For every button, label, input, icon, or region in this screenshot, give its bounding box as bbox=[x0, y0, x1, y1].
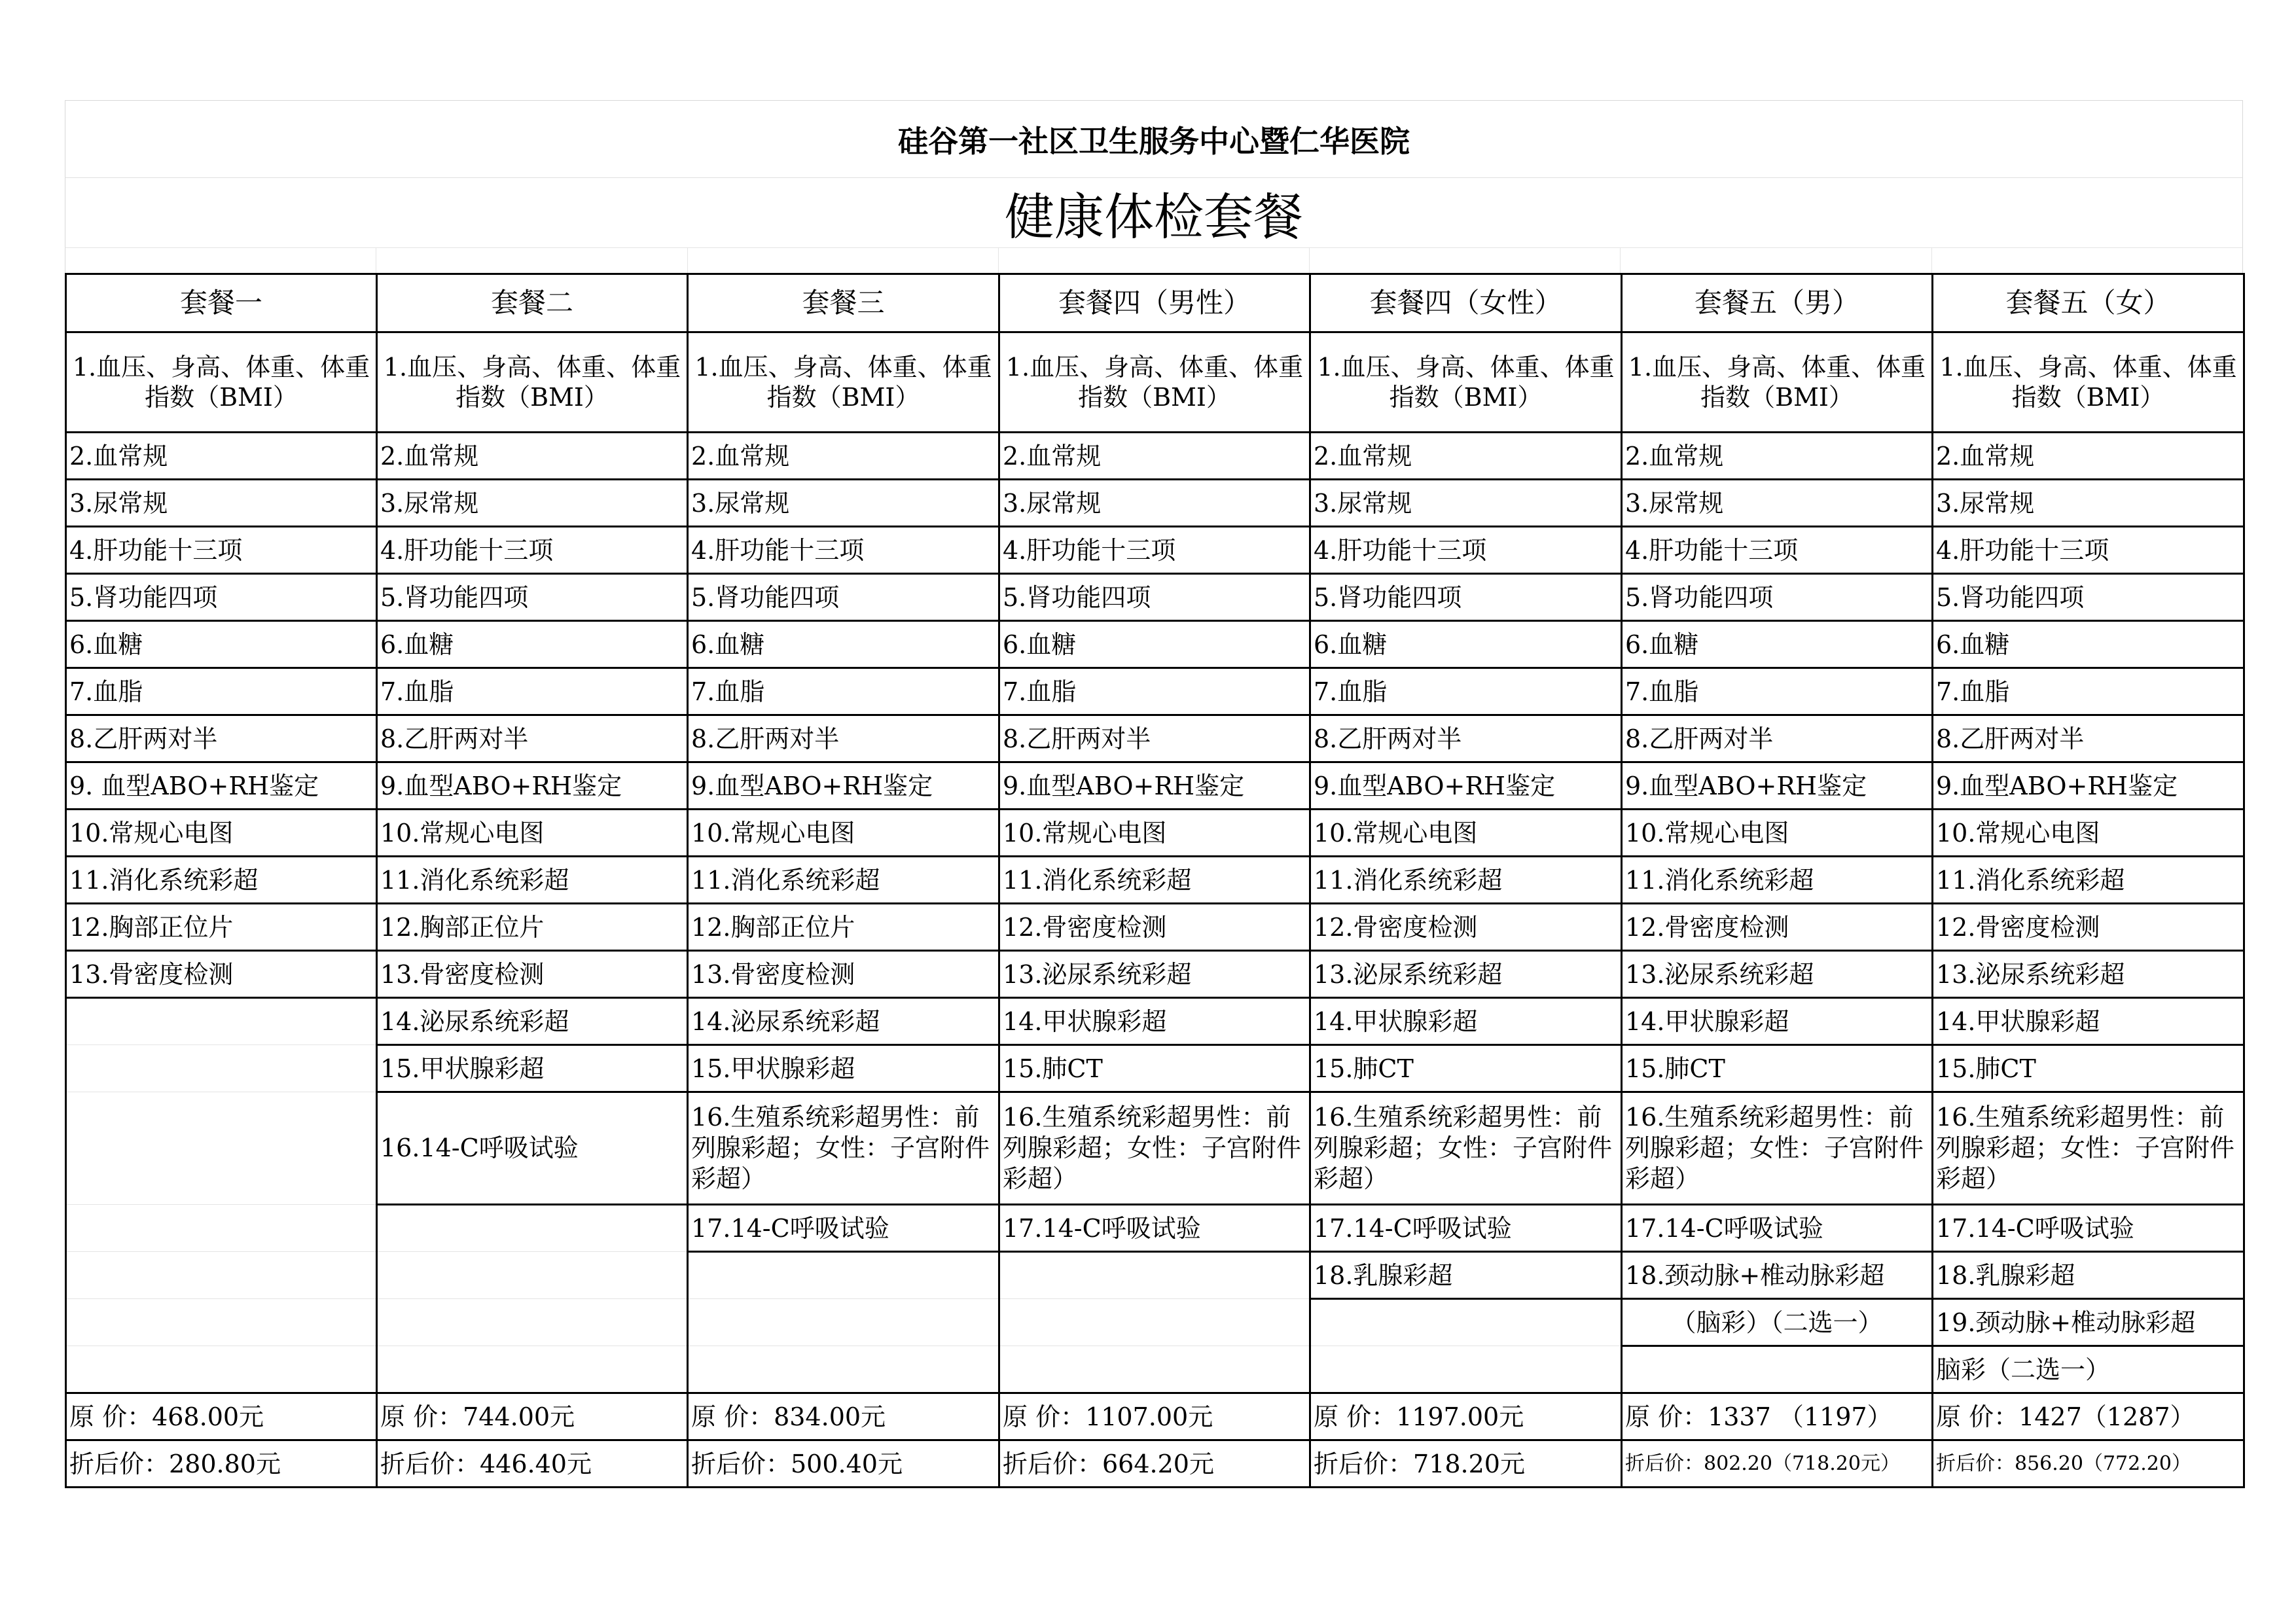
item-cell: 17.14-C呼吸试验 bbox=[1933, 1205, 2244, 1252]
item-cell: 5.肾功能四项 bbox=[377, 574, 688, 621]
item-cell: 6.血糖 bbox=[66, 621, 377, 668]
empty-cell bbox=[66, 1252, 377, 1299]
package-header: 套餐一 bbox=[66, 274, 377, 332]
table-row bbox=[66, 1045, 2244, 1092]
table-row bbox=[66, 904, 2244, 951]
item-cell: 3.尿常规 bbox=[66, 480, 377, 527]
table-row bbox=[66, 762, 2244, 810]
empty-cell bbox=[999, 1252, 1310, 1299]
item-cell: 12.骨密度检测 bbox=[1622, 904, 1933, 951]
item-cell: 12.胸部正位片 bbox=[688, 904, 999, 951]
package-header: 套餐五（男） bbox=[1622, 274, 1933, 332]
item-cell: 2.血常规 bbox=[999, 433, 1310, 480]
package-header: 套餐四（女性） bbox=[1310, 274, 1622, 332]
item-cell: 9.血型ABO+RH鉴定 bbox=[999, 762, 1310, 810]
empty-cell bbox=[66, 1205, 377, 1252]
package-header: 套餐四（男性） bbox=[999, 274, 1310, 332]
item-cell: 6.血糖 bbox=[688, 621, 999, 668]
item-cell: 13.泌尿系统彩超 bbox=[1622, 951, 1933, 998]
item-cell: 1.血压、身高、体重、体重指数（BMI） bbox=[377, 332, 688, 433]
item-cell: 5.肾功能四项 bbox=[1933, 574, 2244, 621]
table-row bbox=[66, 1299, 2244, 1346]
item-cell: 7.血脂 bbox=[999, 668, 1310, 715]
item-cell: 2.血常规 bbox=[1310, 433, 1622, 480]
item-cell: 9.血型ABO+RH鉴定 bbox=[1622, 762, 1933, 810]
item-cell: 8.乙肝两对半 bbox=[377, 715, 688, 762]
table-row bbox=[66, 951, 2244, 998]
empty-cell bbox=[377, 1205, 688, 1252]
item-cell: 15.肺CT bbox=[1933, 1045, 2244, 1092]
item-cell: 11.消化系统彩超 bbox=[688, 857, 999, 904]
discount-price: 折后价：856.20（772.20） bbox=[1933, 1440, 2244, 1488]
item-cell: 4.肝功能十三项 bbox=[1933, 527, 2244, 574]
item-cell: 17.14-C呼吸试验 bbox=[688, 1205, 999, 1252]
discount-price-row bbox=[66, 1440, 2244, 1488]
item-cell: 1.血压、身高、体重、体重指数（BMI） bbox=[688, 332, 999, 433]
table-row bbox=[66, 715, 2244, 762]
original-price: 原 价：834.00元 bbox=[688, 1393, 999, 1440]
item-cell: 15.肺CT bbox=[1622, 1045, 1933, 1092]
item-cell: 9.血型ABO+RH鉴定 bbox=[1933, 762, 2244, 810]
item-cell: 3.尿常规 bbox=[688, 480, 999, 527]
item-cell: 16.14-C呼吸试验 bbox=[377, 1092, 688, 1205]
item-cell: 14.甲状腺彩超 bbox=[1622, 998, 1933, 1045]
table-row bbox=[66, 857, 2244, 904]
item-cell: 1.血压、身高、体重、体重指数（BMI） bbox=[1310, 332, 1622, 433]
item-cell: 2.血常规 bbox=[688, 433, 999, 480]
empty-cell bbox=[688, 1346, 999, 1393]
empty-cell bbox=[377, 1346, 688, 1393]
item-cell: 12.骨密度检测 bbox=[1933, 904, 2244, 951]
item-cell: 13.泌尿系统彩超 bbox=[1933, 951, 2244, 998]
item-cell: 4.肝功能十三项 bbox=[377, 527, 688, 574]
item-cell: 7.血脂 bbox=[1622, 668, 1933, 715]
item-cell: 16.生殖系统彩超男性：前列腺彩超；女性：子宫附件彩超） bbox=[999, 1092, 1310, 1205]
empty-cell bbox=[688, 1252, 999, 1299]
item-cell: 9.血型ABO+RH鉴定 bbox=[377, 762, 688, 810]
empty-cell bbox=[377, 1299, 688, 1346]
empty-cell bbox=[66, 1092, 377, 1205]
package-header: 套餐五（女） bbox=[1933, 274, 2244, 332]
item-cell: 14.泌尿系统彩超 bbox=[688, 998, 999, 1045]
table-row bbox=[66, 1205, 2244, 1252]
item-cell: 11.消化系统彩超 bbox=[1933, 857, 2244, 904]
item-cell: 6.血糖 bbox=[377, 621, 688, 668]
item-cell: 5.肾功能四项 bbox=[1622, 574, 1933, 621]
item-cell: 脑彩（二选一） bbox=[1933, 1346, 2244, 1393]
item-cell: 13.泌尿系统彩超 bbox=[999, 951, 1310, 998]
table-row bbox=[66, 810, 2244, 857]
item-cell: 9. 血型ABO+RH鉴定 bbox=[66, 762, 377, 810]
item-cell: 6.血糖 bbox=[999, 621, 1310, 668]
item-cell: 15.甲状腺彩超 bbox=[377, 1045, 688, 1092]
item-cell: 19.颈动脉+椎动脉彩超 bbox=[1933, 1299, 2244, 1346]
item-cell: 5.肾功能四项 bbox=[688, 574, 999, 621]
table-row bbox=[66, 527, 2244, 574]
item-cell: 2.血常规 bbox=[66, 433, 377, 480]
empty-cell bbox=[66, 1045, 377, 1092]
empty-cell bbox=[377, 1252, 688, 1299]
item-cell: 6.血糖 bbox=[1622, 621, 1933, 668]
item-cell: 3.尿常规 bbox=[1622, 480, 1933, 527]
table-row bbox=[66, 1346, 2244, 1393]
item-cell: 1.血压、身高、体重、体重指数（BMI） bbox=[999, 332, 1310, 433]
item-cell: 10.常规心电图 bbox=[1310, 810, 1622, 857]
item-cell: 4.肝功能十三项 bbox=[1622, 527, 1933, 574]
item-cell: 8.乙肝两对半 bbox=[999, 715, 1310, 762]
item-cell: 10.常规心电图 bbox=[377, 810, 688, 857]
item-cell: 17.14-C呼吸试验 bbox=[999, 1205, 1310, 1252]
item-cell: 18.颈动脉+椎动脉彩超 bbox=[1622, 1252, 1933, 1299]
item-cell: 10.常规心电图 bbox=[688, 810, 999, 857]
item-cell: 4.肝功能十三项 bbox=[999, 527, 1310, 574]
item-cell: 15.肺CT bbox=[999, 1045, 1310, 1092]
original-price: 原 价：1427（1287） bbox=[1933, 1393, 2244, 1440]
item-cell: 7.血脂 bbox=[688, 668, 999, 715]
item-cell: 13.骨密度检测 bbox=[66, 951, 377, 998]
original-price-row bbox=[66, 1393, 2244, 1440]
item-cell: 7.血脂 bbox=[1310, 668, 1622, 715]
empty-cell bbox=[1310, 1346, 1622, 1393]
item-cell: 3.尿常规 bbox=[999, 480, 1310, 527]
empty-cell bbox=[1622, 1346, 1933, 1393]
item-cell: 4.肝功能十三项 bbox=[66, 527, 377, 574]
item-cell: 16.生殖系统彩超男性：前列腺彩超；女性：子宫附件彩超） bbox=[1933, 1092, 2244, 1205]
empty-cell bbox=[66, 1299, 377, 1346]
table-row bbox=[66, 1252, 2244, 1299]
item-cell: 14.甲状腺彩超 bbox=[999, 998, 1310, 1045]
header-row bbox=[66, 274, 2244, 332]
item-cell: 18.乳腺彩超 bbox=[1310, 1252, 1622, 1299]
package-header: 套餐二 bbox=[377, 274, 688, 332]
item-cell: 11.消化系统彩超 bbox=[999, 857, 1310, 904]
item-cell: 9.血型ABO+RH鉴定 bbox=[688, 762, 999, 810]
item-cell: 1.血压、身高、体重、体重指数（BMI） bbox=[1933, 332, 2244, 433]
original-price: 原 价：1107.00元 bbox=[999, 1393, 1310, 1440]
empty-cell bbox=[688, 1299, 999, 1346]
empty-cell bbox=[66, 1346, 377, 1393]
table-row bbox=[66, 668, 2244, 715]
spacer-row bbox=[65, 247, 2243, 273]
discount-price: 折后价：664.20元 bbox=[999, 1440, 1310, 1488]
price-sheet bbox=[65, 100, 2243, 1488]
item-cell: 10.常规心电图 bbox=[999, 810, 1310, 857]
package-header: 套餐三 bbox=[688, 274, 999, 332]
org-title: 硅谷第一社区卫生服务中心暨仁华医院 bbox=[65, 100, 2243, 178]
empty-cell bbox=[999, 1346, 1310, 1393]
empty-cell bbox=[66, 998, 377, 1045]
item-cell: 8.乙肝两对半 bbox=[1310, 715, 1622, 762]
item-cell: 7.血脂 bbox=[66, 668, 377, 715]
table-row bbox=[66, 621, 2244, 668]
original-price: 原 价：1337 （1197） bbox=[1622, 1393, 1933, 1440]
item-cell: 5.肾功能四项 bbox=[1310, 574, 1622, 621]
original-price: 原 价：1197.00元 bbox=[1310, 1393, 1622, 1440]
item-cell: 8.乙肝两对半 bbox=[66, 715, 377, 762]
original-price: 原 价：744.00元 bbox=[377, 1393, 688, 1440]
original-price: 原 价：468.00元 bbox=[66, 1393, 377, 1440]
item-cell: 12.骨密度检测 bbox=[999, 904, 1310, 951]
item-cell: 16.生殖系统彩超男性：前列腺彩超；女性：子宫附件彩超） bbox=[1622, 1092, 1933, 1205]
item-cell: 8.乙肝两对半 bbox=[1622, 715, 1933, 762]
item-cell: 8.乙肝两对半 bbox=[688, 715, 999, 762]
item-cell: 7.血脂 bbox=[1933, 668, 2244, 715]
item-cell: 10.常规心电图 bbox=[1622, 810, 1933, 857]
item-cell: 11.消化系统彩超 bbox=[1622, 857, 1933, 904]
table-row bbox=[66, 480, 2244, 527]
discount-price: 折后价：802.20（718.20元） bbox=[1622, 1440, 1933, 1488]
item-cell: 6.血糖 bbox=[1933, 621, 2244, 668]
item-cell: 7.血脂 bbox=[377, 668, 688, 715]
item-cell: 4.肝功能十三项 bbox=[1310, 527, 1622, 574]
item-cell: 11.消化系统彩超 bbox=[66, 857, 377, 904]
item-cell: 3.尿常规 bbox=[1310, 480, 1622, 527]
item-cell: 18.乳腺彩超 bbox=[1933, 1252, 2244, 1299]
item-cell: 15.肺CT bbox=[1310, 1045, 1622, 1092]
table-row bbox=[66, 433, 2244, 480]
item-cell: 3.尿常规 bbox=[377, 480, 688, 527]
item-cell: 5.肾功能四项 bbox=[999, 574, 1310, 621]
item-cell: 10.常规心电图 bbox=[66, 810, 377, 857]
item-cell: 9.血型ABO+RH鉴定 bbox=[1310, 762, 1622, 810]
item-cell: 12.胸部正位片 bbox=[377, 904, 688, 951]
item-cell: 2.血常规 bbox=[1933, 433, 2244, 480]
item-cell: 15.甲状腺彩超 bbox=[688, 1045, 999, 1092]
item-cell: （脑彩）（二选一） bbox=[1622, 1299, 1933, 1346]
table-row bbox=[66, 574, 2244, 621]
item-cell: 12.胸部正位片 bbox=[66, 904, 377, 951]
item-cell: 13.骨密度检测 bbox=[688, 951, 999, 998]
item-cell: 17.14-C呼吸试验 bbox=[1622, 1205, 1933, 1252]
item-cell: 2.血常规 bbox=[1622, 433, 1933, 480]
item-cell: 12.骨密度检测 bbox=[1310, 904, 1622, 951]
item-cell: 5.肾功能四项 bbox=[66, 574, 377, 621]
item-cell: 16.生殖系统彩超男性：前列腺彩超；女性：子宫附件彩超） bbox=[1310, 1092, 1622, 1205]
item-cell: 14.甲状腺彩超 bbox=[1310, 998, 1622, 1045]
sheet-title: 健康体检套餐 bbox=[65, 178, 2243, 247]
discount-price: 折后价：718.20元 bbox=[1310, 1440, 1622, 1488]
item-cell: 11.消化系统彩超 bbox=[1310, 857, 1622, 904]
item-cell: 13.泌尿系统彩超 bbox=[1310, 951, 1622, 998]
discount-price: 折后价：446.40元 bbox=[377, 1440, 688, 1488]
package-table bbox=[65, 273, 2245, 1488]
item-cell: 13.骨密度检测 bbox=[377, 951, 688, 998]
table-row bbox=[66, 998, 2244, 1045]
item-cell: 2.血常规 bbox=[377, 433, 688, 480]
discount-price: 折后价：500.40元 bbox=[688, 1440, 999, 1488]
item-cell: 3.尿常规 bbox=[1933, 480, 2244, 527]
item-cell: 11.消化系统彩超 bbox=[377, 857, 688, 904]
item-cell: 8.乙肝两对半 bbox=[1933, 715, 2244, 762]
item-cell: 14.甲状腺彩超 bbox=[1933, 998, 2244, 1045]
item-cell: 16.生殖系统彩超男性：前列腺彩超；女性：子宫附件彩超） bbox=[688, 1092, 999, 1205]
item-cell: 14.泌尿系统彩超 bbox=[377, 998, 688, 1045]
table-row bbox=[66, 1092, 2244, 1205]
item-cell: 1.血压、身高、体重、体重指数（BMI） bbox=[1622, 332, 1933, 433]
empty-cell bbox=[1310, 1299, 1622, 1346]
item-cell: 4.肝功能十三项 bbox=[688, 527, 999, 574]
item-cell: 10.常规心电图 bbox=[1933, 810, 2244, 857]
item-cell: 6.血糖 bbox=[1310, 621, 1622, 668]
item-cell: 1.血压、身高、体重、体重指数（BMI） bbox=[66, 332, 377, 433]
discount-price: 折后价：280.80元 bbox=[66, 1440, 377, 1488]
item-cell: 17.14-C呼吸试验 bbox=[1310, 1205, 1622, 1252]
table-row bbox=[66, 332, 2244, 433]
empty-cell bbox=[999, 1299, 1310, 1346]
